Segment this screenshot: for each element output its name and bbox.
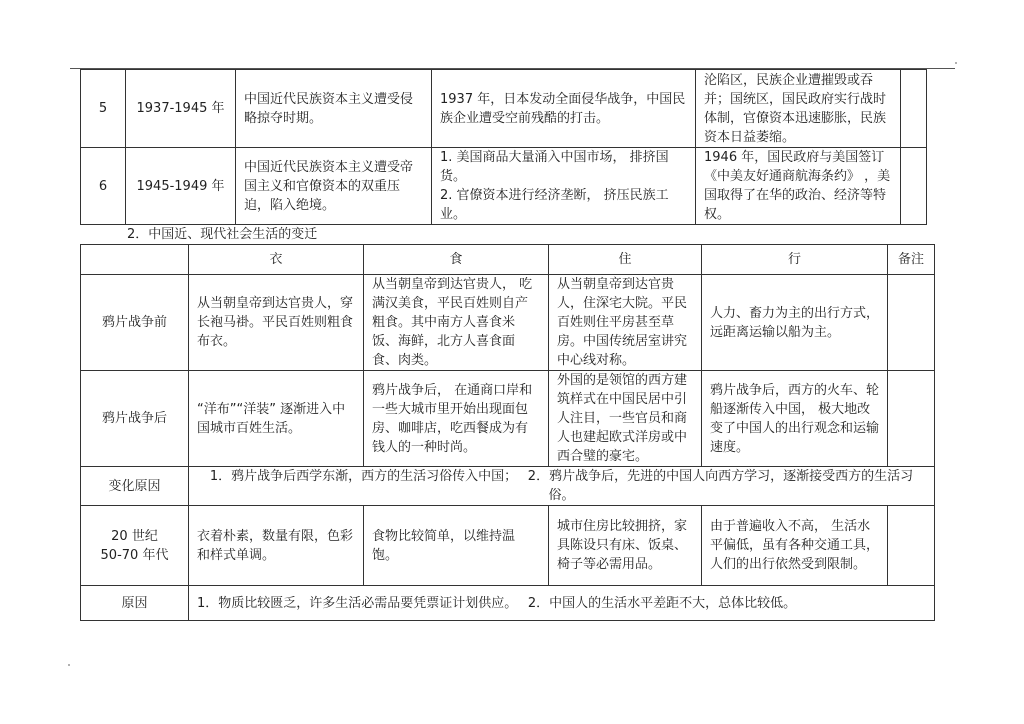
row-label: 原因	[81, 586, 189, 621]
cause-line: 2. 官僚资本进行经济垄断， 挤压民族工业。	[440, 188, 669, 222]
row-label: 鸦片战争后	[81, 371, 189, 467]
clothing-cell: 从当朝皇帝到达官贵人，穿长袍马褂。平民百姓则粗食布衣。	[189, 275, 364, 371]
reason-cell: 1．鸦片战争后西学东渐，西方的生活习俗传入中国； 2．鸦片战争后，先进的中国人向西方学习，逐渐接受西方的生活习俗。	[189, 467, 935, 506]
row-number: 6	[81, 148, 126, 225]
header-note: 备注	[888, 245, 935, 275]
housing-cell: 外国的是领馆的西方建筑样式在中国民居中引人注目，一些官员和商人也建起欧式洋房或中西合璧的豪宅。	[549, 371, 702, 467]
note-cell	[901, 148, 927, 225]
period-table	[80, 69, 927, 225]
row-label	[81, 506, 189, 586]
header-housing: 住	[549, 245, 702, 275]
row-label: 鸦片战争前	[81, 275, 189, 371]
result-cell: 1946 年，国民政府与美国签订《中美友好通商航海条约》 ，美国取得了在华的政治、经济等特权。	[696, 148, 901, 225]
period-cell: 1945-1949 年	[126, 148, 236, 225]
section-title: 2．中国近、现代社会生活的变迁	[127, 227, 318, 242]
table-row	[81, 586, 935, 621]
table-row	[81, 467, 935, 506]
table-row	[81, 371, 935, 467]
corner-mark	[955, 62, 957, 64]
row-label-line: 20 世纪	[111, 528, 158, 544]
clothing-cell: 衣着朴素，数量有限，色彩和样式单调。	[189, 506, 364, 586]
food-cell: 鸦片战争后， 在通商口岸和一些大城市里开始出现面包房、咖啡店，吃西餐成为有钱人的一种时尚。	[364, 371, 549, 467]
table-row	[81, 506, 935, 586]
note-cell	[888, 371, 935, 467]
header-clothing: 衣	[189, 245, 364, 275]
table-row	[81, 275, 935, 371]
cause-line: 1. 美国商品大量涌入中国市场， 排挤国货。	[440, 150, 669, 184]
travel-cell: 鸦片战争后，西方的火车、轮船逐渐传入中国， 极大地改变了中国人的出行观念和运输速度。	[702, 371, 888, 467]
food-cell: 从当朝皇帝到达官贵人， 吃满汉美食，平民百姓则自产粗食。其中南方人喜食米饭、海鲜，北方人喜食面食、肉类。	[364, 275, 549, 371]
table-row	[81, 148, 927, 225]
row-label: 变化原因	[81, 467, 189, 506]
header-travel: 行	[702, 245, 888, 275]
stage-cell: 中国近代民族资本主义遭受帝国主义和官僚资本的双重压迫，陷入绝境。	[236, 148, 432, 225]
cause-cell	[432, 148, 696, 225]
row-number: 5	[81, 70, 126, 148]
food-cell: 食物比较简单，以维持温饱。	[364, 506, 549, 586]
reason-cell: 1．物质比较匮乏，许多生活必需品要凭票证计划供应。 2．中国人的生活水平差距不大，总体比较低。	[189, 586, 935, 621]
life-change-table	[80, 244, 935, 621]
note-cell	[888, 506, 935, 586]
travel-cell: 人力、畜力为主的出行方式，远距离运输以船为主。	[702, 275, 888, 371]
stage-cell: 中国近代民族资本主义遭受侵略掠夺时期。	[236, 70, 432, 148]
cause-cell: 1937 年，日本发动全面侵华战争，中国民族企业遭受空前残酷的打击。	[432, 70, 696, 148]
travel-cell: 由于普遍收入不高， 生活水平偏低，虽有各种交通工具，人们的出行依然受到限制。	[702, 506, 888, 586]
header-food: 食	[364, 245, 549, 275]
result-cell: 沦陷区，民族企业遭摧毁或吞并；国统区，国民政府实行战时体制，官僚资本迅速膨胀，民族资本日益萎缩。	[696, 70, 901, 148]
header-corner	[81, 245, 189, 275]
corner-mark	[68, 664, 70, 666]
housing-cell: 城市住房比较拥挤，家具陈设只有床、饭桌、椅子等必需用品。	[549, 506, 702, 586]
note-cell	[888, 275, 935, 371]
housing-cell: 从当朝皇帝到达官贵人，住深宅大院。平民百姓则住平房甚至草房。中国传统居室讲究中心线对称。	[549, 275, 702, 371]
table-header-row	[81, 245, 935, 275]
table-row	[81, 70, 927, 148]
clothing-cell: “洋布”“洋装” 逐渐进入中国城市百姓生活。	[189, 371, 364, 467]
note-cell	[901, 70, 927, 148]
period-cell: 1937-1945 年	[126, 70, 236, 148]
row-label-line: 50-70 年代	[100, 547, 169, 563]
